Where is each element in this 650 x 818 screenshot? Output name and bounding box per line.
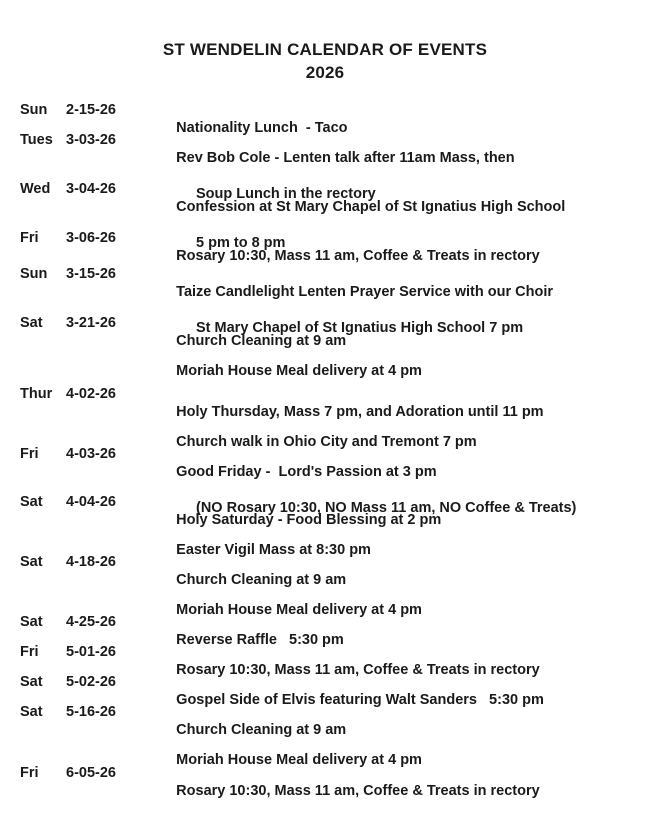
event-date: 5-01-26 (66, 644, 116, 660)
event-line: Church walk in Ohio City and Tremont 7 pm (176, 434, 477, 450)
event-line: Church Cleaning at 9 am (176, 572, 347, 588)
event-line: Good Friday - Lord's Passion at 3 pm (176, 464, 437, 480)
event-day: Wed (20, 181, 51, 197)
event-date: 3-21-26 (66, 315, 116, 331)
event-line: Gospel Side of Elvis featuring Walt Sanders 5:30 pm (176, 692, 544, 708)
event-line: Rosary 10:30, Mass 11 am, Coffee & Treats in rectory (176, 783, 540, 799)
event-date: 2-15-26 (66, 102, 116, 118)
event-date: 4-03-26 (66, 446, 116, 462)
event-line: Nationality Lunch - Taco (176, 120, 348, 136)
event-date: 4-18-26 (66, 554, 116, 570)
event-line: Church Cleaning at 9 am (176, 722, 347, 738)
event-line: Moriah House Meal delivery at 4 pm (176, 752, 422, 768)
event-date: 3-03-26 (66, 132, 116, 148)
event-day: Sat (20, 494, 43, 510)
event-line-continued: Soup Lunch in the rectory (196, 186, 376, 202)
event-date: 5-16-26 (66, 704, 116, 720)
event-day: Fri (20, 765, 39, 781)
event-line: Rev Bob Cole - Lenten talk after 11am Mass, then (176, 150, 515, 166)
calendar-title: ST WENDELIN CALENDAR OF EVENTS (162, 40, 488, 59)
event-line: Rosary 10:30, Mass 11 am, Coffee & Treats in rectory (176, 662, 540, 678)
calendar-year: 2026 (305, 63, 345, 82)
event-date: 6-05-26 (66, 765, 116, 781)
event-day: Sat (20, 674, 43, 690)
event-day: Fri (20, 644, 39, 660)
event-date: 3-04-26 (66, 181, 116, 197)
event-day: Sat (20, 554, 43, 570)
event-line: Easter Vigil Mass at 8:30 pm (176, 542, 371, 558)
event-day: Sun (20, 266, 48, 282)
event-date: 5-02-26 (66, 674, 116, 690)
event-day: Fri (20, 230, 39, 246)
event-day: Fri (20, 446, 39, 462)
event-line-continued: 5 pm to 8 pm (196, 235, 286, 251)
event-line-continued: (NO Rosary 10:30, NO Mass 11 am, NO Coffee & Treats) (196, 500, 577, 516)
event-line: Confession at St Mary Chapel of St Ignatius High School (176, 199, 566, 215)
event-day: Sun (20, 102, 48, 118)
event-description (152, 764, 540, 818)
event-line: Church Cleaning at 9 am (176, 333, 347, 349)
event-date: 3-06-26 (66, 230, 116, 246)
event-line: Taize Candlelight Lenten Prayer Service with our Choir (176, 284, 553, 300)
event-day: Tues (20, 132, 53, 148)
event-day: Sat (20, 614, 43, 630)
event-line: Moriah House Meal delivery at 4 pm (176, 602, 422, 618)
event-date: 4-04-26 (66, 494, 116, 510)
event-line-continued: St Mary Chapel of St Ignatius High School 7 pm (196, 320, 524, 336)
event-line: Moriah House Meal delivery at 4 pm (176, 363, 422, 379)
event-line: Rosary 10:30, Mass 11 am, Coffee & Treats in rectory (176, 248, 540, 264)
event-line: Reverse Raffle 5:30 pm (176, 632, 344, 648)
event-line: Holy Saturday - Food Blessing at 2 pm (176, 512, 442, 528)
event-day: Thur (20, 386, 53, 402)
event-date: 4-02-26 (66, 386, 116, 402)
event-date: 3-15-26 (66, 266, 116, 282)
event-line: Holy Thursday, Mass 7 pm, and Adoration until 11 pm (176, 404, 544, 420)
event-day: Sat (20, 704, 43, 720)
event-day: Sat (20, 315, 43, 331)
event-date: 4-25-26 (66, 614, 116, 630)
